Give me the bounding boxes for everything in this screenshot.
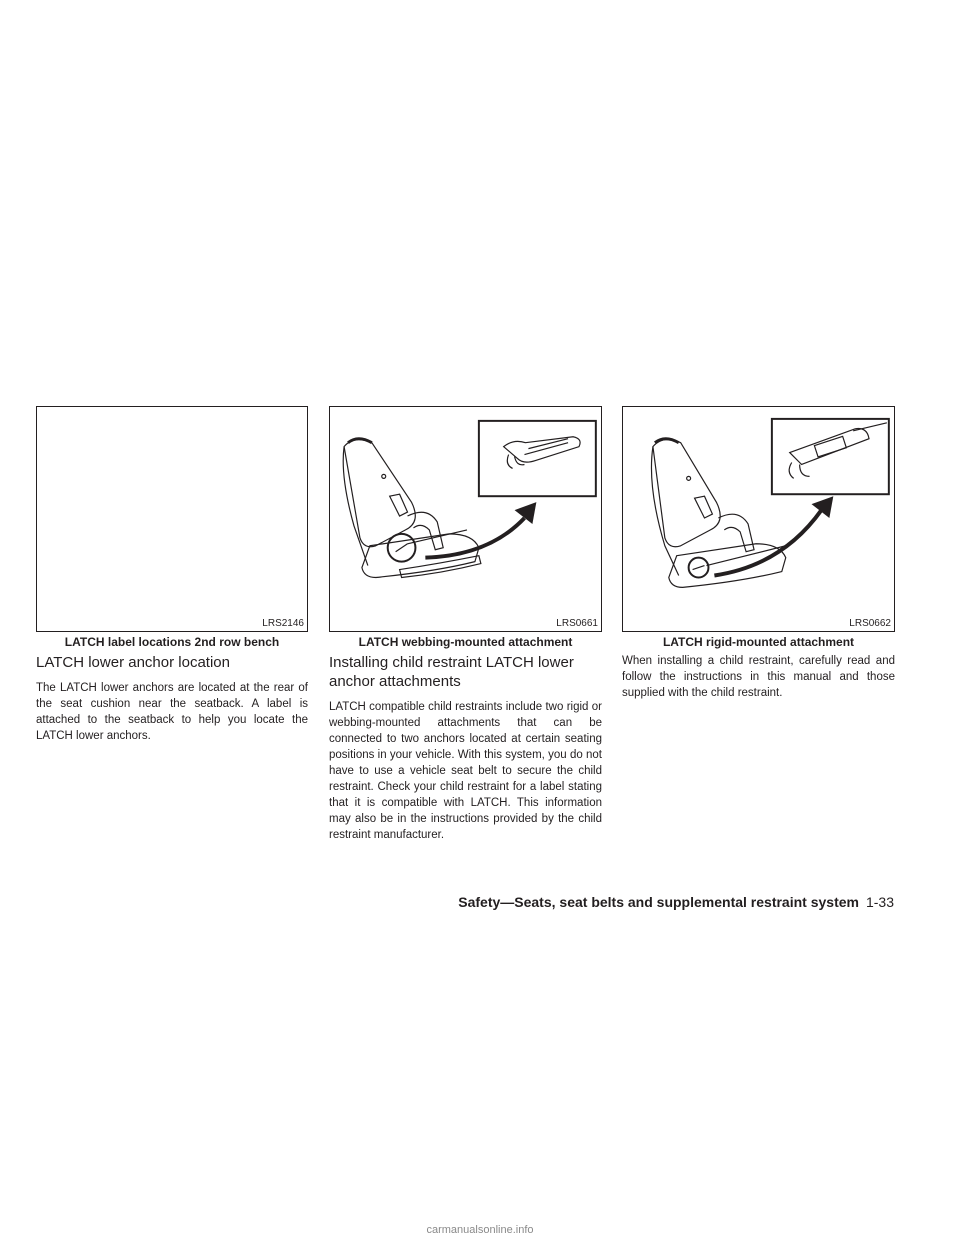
seat-webbing-illustration (330, 407, 601, 631)
column-2 (329, 406, 602, 843)
section-body-when-installing: When installing a child restraint, carefully read and follow the instructions in this manual and those supplied with the child restraint. (622, 655, 895, 699)
watermark: carmanualsonline.info (426, 1224, 534, 1236)
page-number: 1-33 (865, 894, 894, 910)
section-body-lower-anchor: The LATCH lower anchors are located at the rear of the seat cushion near the seatback. A label is attached to the seatback to help you locate the LATCH lower anchors. (36, 682, 308, 742)
figure-code: LRS0661 (556, 618, 598, 629)
figure-rigid-mounted (622, 406, 895, 632)
page-footer (422, 893, 894, 911)
column-1 (36, 406, 308, 744)
figure-caption: LATCH rigid-mounted attachment (662, 635, 855, 649)
section-heading-installing: Installing child restraint LATCH lower anchor attachments (329, 654, 574, 690)
section-body-installing: LATCH compatible child restraints include two rigid or webbing-mounted attachments that can be connected to two anchors located at certain seating positions in your vehicle. With this system, you do not have to use a vehicle seat belt to secure the child restraint. Check your child restraint for a label stating that it is compatible with LATCH. This information may also be in the instructions provided by the child restraint manufacturer. (329, 701, 602, 841)
figure-code: LRS2146 (262, 618, 304, 629)
figure-caption: LATCH webbing-mounted attachment (358, 635, 573, 649)
figure-caption: LATCH label locations 2nd row bench (64, 635, 280, 649)
figure-latch-label-locations (36, 406, 308, 632)
seat-rigid-illustration (623, 407, 894, 631)
footer-section-title: Safety—Seats, seat belts and supplemental restraint system (458, 894, 859, 910)
figure-webbing-mounted (329, 406, 602, 632)
figure-code: LRS0662 (849, 618, 891, 629)
section-heading-lower-anchor: LATCH lower anchor location (36, 654, 230, 671)
column-3 (622, 406, 895, 701)
